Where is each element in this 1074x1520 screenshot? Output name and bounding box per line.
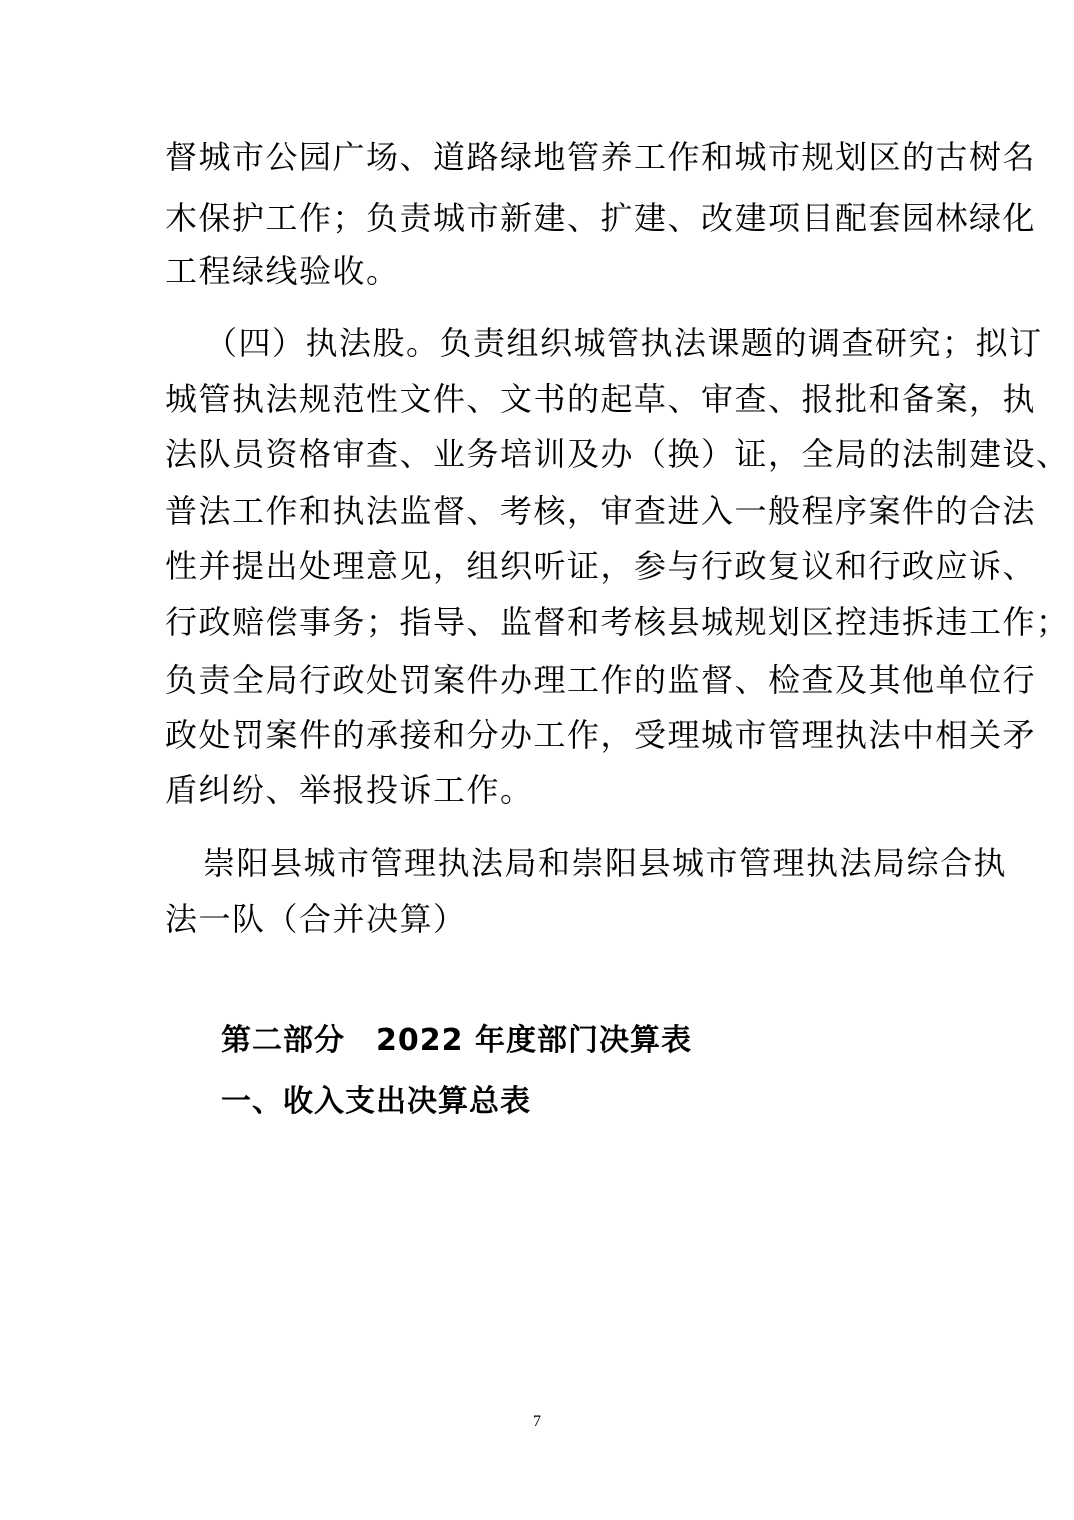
text-line: （四）执法股。负责组织城管执法课题的调查研究；拟订 xyxy=(205,324,1043,362)
text-line: 督城市公园广场、道路绿地管养工作和城市规划区的古树名 xyxy=(165,138,1037,176)
text-line: 木保护工作；负责城市新建、扩建、改建项目配套园林绿化 xyxy=(165,199,1037,237)
text-line: 崇阳县城市管理执法局和崇阳县城市管理执法局综合执 xyxy=(203,844,1008,882)
text-line: 城管执法规范性文件、文书的起草、审查、报批和备案，执 xyxy=(165,380,1037,418)
text-line: 法队员资格审查、业务培训及办（换）证，全局的法制建设、 xyxy=(165,435,1070,473)
text-line: 负责全局行政处罚案件办理工作的监督、检查及其他单位行 xyxy=(165,661,1037,699)
text-line: 性并提出处理意见，组织听证，参与行政复议和行政应诉、 xyxy=(165,547,1037,585)
page-number: 7 xyxy=(533,1413,541,1430)
subsection-heading: 一、收入支出决算总表 xyxy=(221,1084,531,1119)
text-line: 政处罚案件的承接和分办工作，受理城市管理执法中相关矛 xyxy=(165,716,1037,754)
text-line: 法一队（合并决算） xyxy=(165,900,467,938)
section-heading: 第二部分 2022 年度部门决算表 xyxy=(221,1023,692,1058)
text-line: 普法工作和执法监督、考核，审查进入一般程序案件的合法 xyxy=(165,492,1037,530)
text-line: 盾纠纷、举报投诉工作。 xyxy=(165,771,534,809)
text-line: 行政赔偿事务；指导、监督和考核县城规划区控违拆违工作； xyxy=(165,603,1070,641)
text-line: 工程绿线验收。 xyxy=(165,252,400,290)
